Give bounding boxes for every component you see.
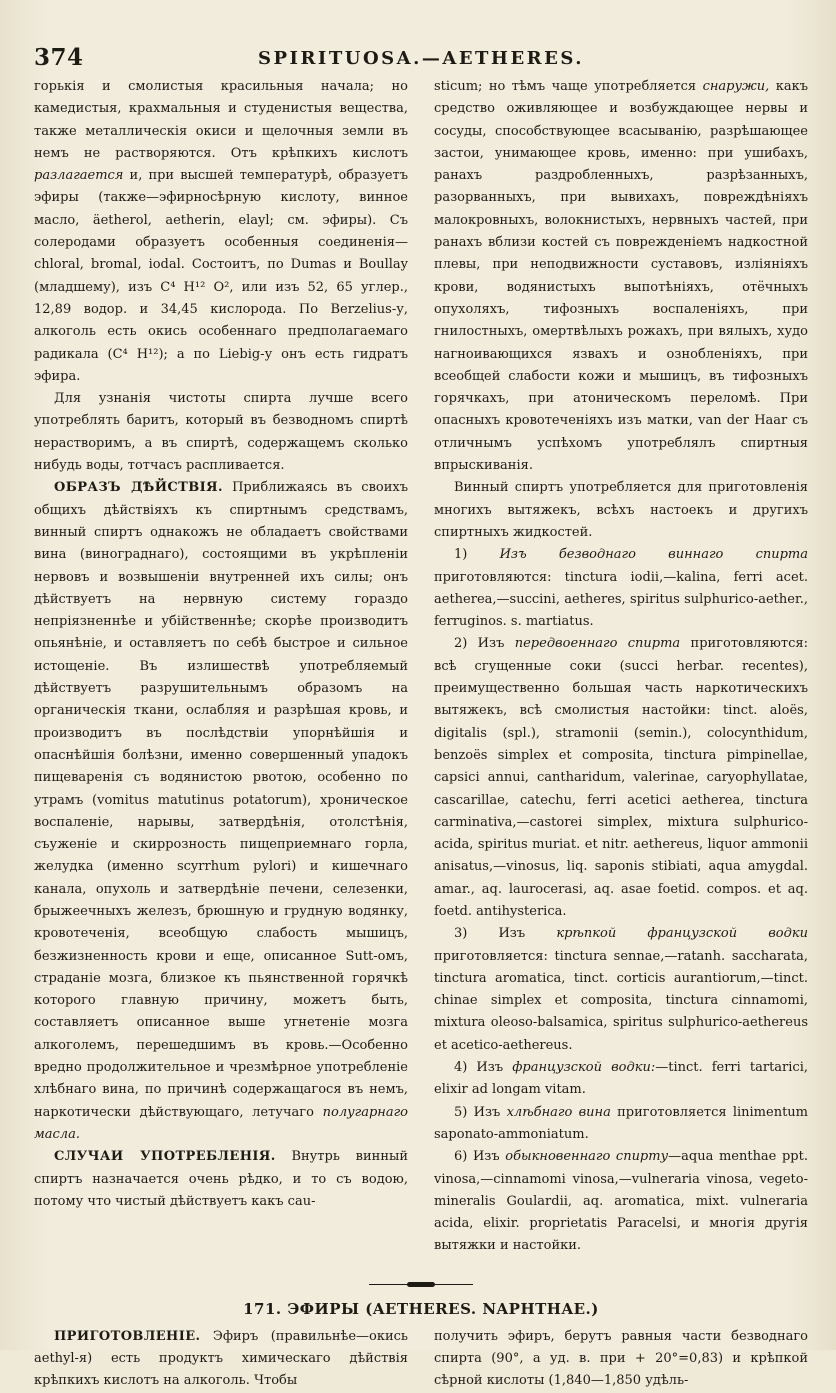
paragraph-text: 5) Изъ — [454, 1104, 507, 1120]
two-column-text — [34, 76, 808, 1258]
paragraph — [34, 76, 408, 388]
section-heading: СЛУЧАИ УПОТРЕБЛЕНІЯ. — [54, 1149, 276, 1165]
paragraph-text: приготовляются: всѣ сгущенные соки (succi herbar. recentes), преимущественно большая часть наркотическихъ вытяжекъ, всѣ смолистыя настойки: tinct. aloës, digitalis (spl.), stramonii (semin.), colocynthidum, benzoës simplex et composita, tinctura pimpinellae, capsici annui, cantharidum, valerinae, caryophyllatae, cascarillae, catechu, ferri acetici aetherea, tinctura carminativa,—castorei simplex, mixtura sulphurico-acida, spiritus muriat. et nitr. aethereus, liquor ammonii anisatus,—vinosus, liq. saponis stibiati, aqua amygdal. amar., aq. laurocerasi, aq. asae foetid. compos. et aq. foetd. antihysterica. — [434, 636, 808, 919]
paragraph-text: Эфиръ (правильнѣе—окись aethyl-я) есть продуктъ химическаго дѣйствія крѣпкихъ кислотъ на алкоголь. Чтобы — [34, 1328, 408, 1389]
emphasis-text: хлѣбнаго вина — [506, 1104, 611, 1120]
paragraph-text: 2) Изъ — [454, 636, 515, 652]
paragraph — [34, 388, 408, 477]
paragraph — [434, 1102, 808, 1147]
page-number: 374 — [34, 44, 84, 71]
paragraph — [434, 544, 808, 633]
page-header — [34, 40, 808, 76]
section-title: 171. ЭФИРЫ (AETHERES. NAPHTHAE.) — [243, 1299, 599, 1318]
emphasis-text: разлагается — [34, 168, 124, 184]
section-heading: ОБРАЗЪ ДѢЙСТВІЯ. — [54, 480, 223, 496]
paragraph — [434, 1326, 808, 1393]
paragraph-text: —aqua menthae ppt. vinosa,—cinnamomi vinosa,—vulneraria vinosa, vegeto-mineralis Goulardii, aq. aromatica, mixt. vulneraria acida, elixir. proprietatis Paracelsi, и многія другія вытяжки и настойки. — [434, 1149, 808, 1254]
section-heading: ПРИГОТОВЛЕНІЕ. — [54, 1328, 201, 1344]
paragraph — [434, 923, 808, 1057]
paragraph-text: 4) Изъ — [454, 1060, 513, 1076]
emphasis-text: крѣпкой французской водки — [556, 926, 808, 942]
emphasis-text: французской водки: — [512, 1060, 656, 1076]
section-break — [34, 1282, 808, 1318]
right-column — [434, 76, 808, 1258]
paragraph-text: 3) Изъ — [454, 926, 557, 942]
paragraph-text: какъ средство оживляющее и возбуждающее нервы и сосуды, способствующее всасыванію, разрѣшающее застои, унимающее кровь, именно: при ушибахъ, ранахъ раздробленныхъ, разрѣзанныхъ, разорванныхъ, при вывихахъ, повреждѣніяхъ малокровныхъ, волокнистыхъ, нервныхъ частей, при ранахъ вблизи костей съ поврежденіемъ надкостной плевы, при неподвижности суставовъ, изліяніяхъ крови, водянистыхъ выпотѣніяхъ, отёчныхъ опухоляхъ, тифозныхъ воспаленіяхъ, при гнилостныхъ, омертвѣлыхъ рожахъ, при вялыхъ, худо нагноивающихся язвахъ и ознобленіяхъ, при всеобщей слабости кожи и мышицъ, въ тифозныхъ горячкахъ, при атоническомъ переломѣ. При опасныхъ кровотеченіяхъ изъ матки, van der Haar съ отличнымъ успѣхомъ употреблялъ спиртныя впрыскиванія. — [434, 79, 809, 474]
emphasis-text: полугарнаго масла. — [34, 1104, 408, 1142]
paragraph-text: горькія и смолистыя красильныя начала; но камедистыя, крахмальныя и студенистыя вещества, также металлическія окиси и щелочныя земли въ немъ не растворяются. Отъ крѣпкихъ кислотъ — [34, 79, 408, 161]
ornamental-rule — [369, 1282, 473, 1288]
paragraph-text: приготовляется linimentum saponato-ammoniatum. — [434, 1104, 808, 1142]
paragraph-text: Винный спиртъ употребляется для приготовленія многихъ вытяжекъ, всѣхъ настоекъ и другихъ спиртныхъ жидкостей. — [434, 480, 808, 540]
paragraph-text: 6) Изъ — [454, 1149, 506, 1165]
paragraph-text: Приближаясь въ своихъ общихъ дѣйствіяхъ къ спиртнымъ средствамъ, винный спиртъ однакожъ не обладаетъ свойствами вина (винограднаго), состоящими въ укрѣпленіи нервовъ и возвышеніи внутренней ихъ силы; онъ дѣйствуетъ на нервную систему гораздо непріязненнѣе и убійственнѣе; скорѣе производитъ опьянѣніе, и оставляетъ по себѣ быстрое и сильное истощеніе. Въ излишествѣ употребляемый дѣйствуетъ разрушительнымъ образомъ на органическія ткани, ослабляя и разрѣшая кровь, и производитъ въ послѣдствіи упорнѣйшія и опаснѣйшія болѣзни, именно совершенный упадокъ пищеваренія съ водянистою рвотою, особенно по утрамъ (vomitus matutinus potatorum), хроническое воспаленіе, нарывы, затвердѣнія, отолстѣнія, съуженіе и скиррозность пищеприемнаго горла, желудка (именно scyrrhum pylori) и кишечнаго канала, опухоль и затвердѣніе печени, селезенки, брыжеечныхъ железъ, брюшную и грудную водянку, кровотеченія, всеобщую слабость мышицъ, безжизненность крови и еще, описанное Sutt-омъ, страданіе мозга, близкое къ пьянственной горячкѣ которого главную причину, можетъ быть, составляетъ описанное выше угнетеніе мозга алкоголемъ, перешедшимъ въ кровь.—Особенно вредно продолжительное и чрезмѣрное употребленіе хлѣбнаго вина, по причинѣ содержащагося въ немъ, наркотически дѣйствующаго, летучаго — [34, 480, 408, 1120]
paragraph — [34, 477, 408, 1146]
emphasis-text: обыкновеннаго спирту — [505, 1149, 669, 1165]
section-right-column — [434, 1326, 808, 1393]
paragraph-text: 1) — [454, 547, 500, 563]
paragraph-text: —tinct. ferri tartarici, elixir ad longam vitam. — [434, 1060, 808, 1098]
left-column — [34, 76, 408, 1258]
emphasis-text: снаружи, — [702, 79, 770, 94]
emphasis-text: передвоеннаго спирта — [514, 636, 681, 652]
emphasis-text: Изъ безводнаго виннаго спирта — [499, 547, 808, 563]
section-left-column — [34, 1326, 408, 1393]
paragraph-text: приготовляются: tinctura iodii,—kalina, ferri acet. aetherea,—succini, aetheres, spiritus sulphurico-aether., ferruginos. s. martiatus. — [434, 569, 808, 630]
paragraph — [34, 1146, 408, 1213]
paragraph-text: Внутрь винный спиртъ назначается очень рѣдко, и то съ водою, потому что чистый дѣйствуетъ какъ cau- — [34, 1149, 408, 1209]
paragraph-text: приготовляется: tinctura sennae,—ratanh. saccharata, tinctura aromatica, tinct. corticis aurantiorum,—tinct. chinae simplex et composita, tinctura cinnamomi, mixtura oleoso-balsamica, spiritus sulphurico-aethereus et acetico-aethereus. — [434, 948, 808, 1053]
paragraph — [434, 477, 808, 544]
running-title: SPIRITUOSA.—AETHERES. — [258, 48, 584, 69]
paragraph — [434, 76, 808, 477]
paragraph — [434, 633, 808, 923]
paragraph — [34, 1326, 408, 1393]
paragraph-text: и, при высшей температурѣ, образуетъ эфиры (также—эфирносѣрную кислоту, винное масло, äetherol, aetherin, elayl; см. эфиры). Съ солеродами образуетъ особенныя соединенія—chloral, bromal, iodal. Состоитъ, по Dumas и Boullay (младшему), изъ C⁴ H¹² O², или изъ 52, 65 углер., 12,89 водор. и 34,45 кислорода. По Berzelius-у, алкоголь есть окись особеннаго предполагаемаго радикала (C⁴ H¹²); а по Liebig-у онъ есть гидратъ эфира. — [34, 168, 408, 384]
paragraph — [434, 1146, 808, 1257]
paragraph-text: Для узнанія чистоты спирта лучше всего употреблять баритъ, который въ безводномъ спиртѣ нерастворимъ, а въ спиртѣ, содержащемъ сколько нибудь воды, тотчасъ распливается. — [34, 391, 408, 474]
paragraph — [434, 1057, 808, 1102]
section-body — [34, 1326, 808, 1393]
paragraph-text: получить эфиръ, берутъ равныя части безводнаго спирта (90°, а уд. в. при + 20°=0,83) и крѣпкой сѣрной кислоты (1,840—1,850 удѣль- — [434, 1328, 808, 1389]
paragraph-text: sticum; но тѣмъ чаще употребляется — [434, 79, 703, 94]
